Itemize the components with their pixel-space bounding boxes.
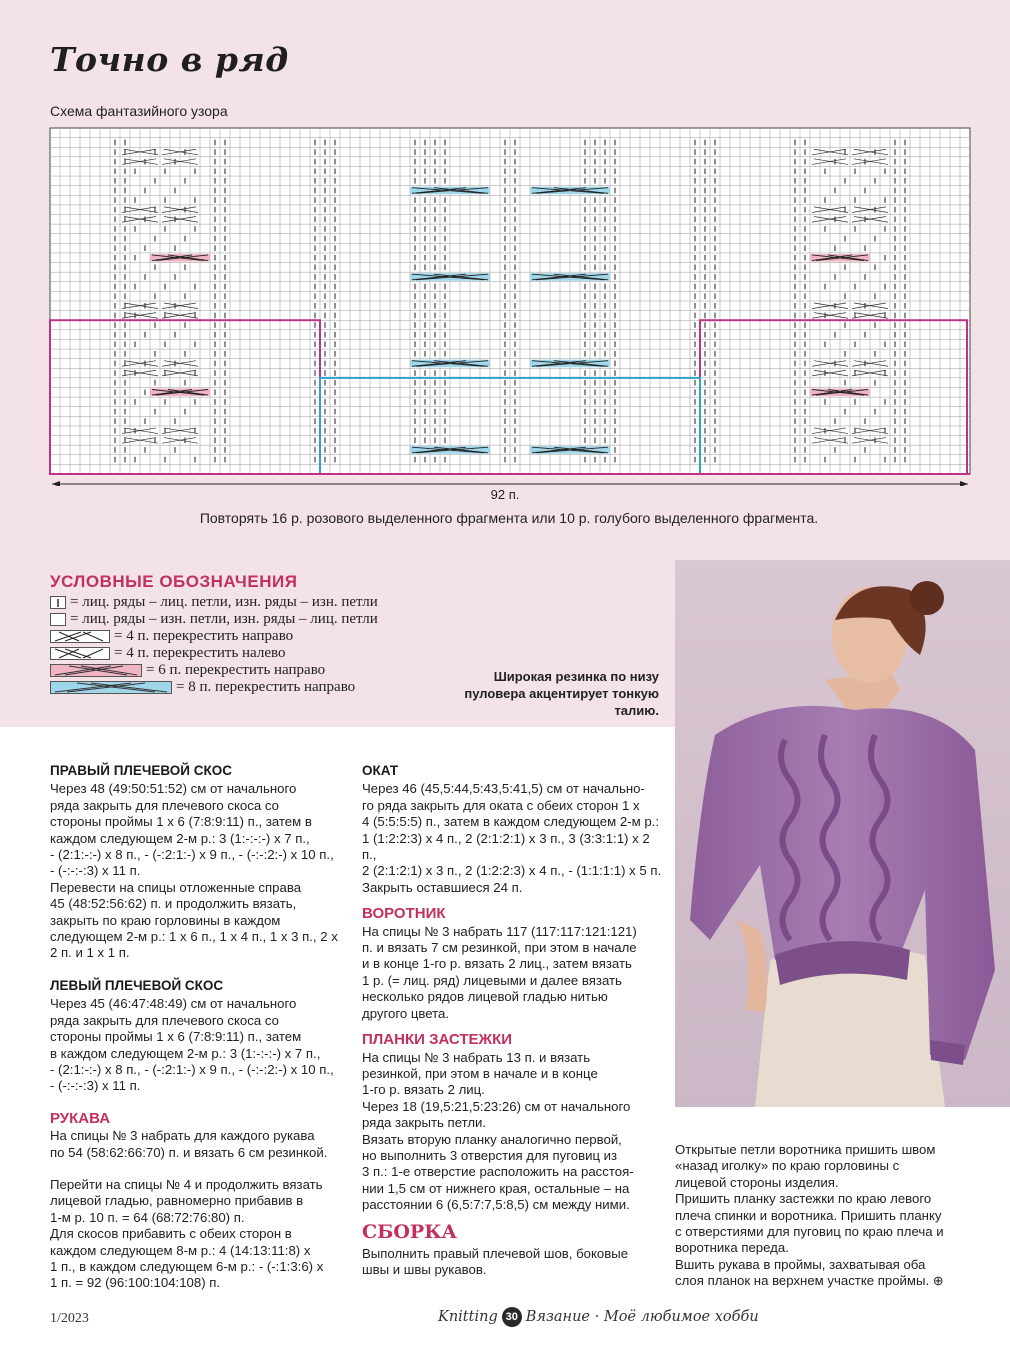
- section-text: [50, 1177, 350, 1292]
- column-3: [675, 1142, 985, 1290]
- issue-number: 1/2023: [50, 1311, 89, 1326]
- chart-repeat-note: Повторять 16 р. розового выделенного фрагмента или 10 р. голубого выделенного фрагмента.: [199, 510, 819, 526]
- text-line: Пришить планку застежки по краю левого: [675, 1191, 932, 1207]
- legend-text: = 6 п. перекрестить направо: [146, 662, 326, 678]
- text-line: следующем 2-м р.: 1 х 6 п., 1 х 4 п., 1 х 3 п., 2 х: [50, 929, 338, 945]
- cross-left-4-icon: [50, 647, 110, 660]
- brand-name: Knitting: [438, 1309, 498, 1325]
- text-line: 1 п., в каждом следующем 6-м р.: - (-:1:3:6) х: [50, 1258, 324, 1274]
- text-line: Выполнить правый плечевой шов, боковые: [362, 1245, 629, 1261]
- text-line: Вязать вторую планку аналогично первой,: [362, 1131, 622, 1147]
- text-line: каждом следующем 8-м р.: 4 (14:13:11:8) х: [50, 1242, 311, 1258]
- text-line: Для скосов прибавить с обеих сторон в: [50, 1226, 292, 1242]
- text-line: слоя планок на верхнем участке проймы. ⊕: [675, 1273, 944, 1289]
- text-line: - (2:1:-:-) х 8 п., - (-:2:1:-) х 9 п., - (-:-:2:-) х 10 п.,: [50, 847, 334, 863]
- text-line: стороны проймы 1 х 6 (7:8:9:11) п., затем в: [50, 814, 312, 830]
- text-line: закрыть по краю горловины в каждом: [50, 912, 281, 928]
- text-line: 45 (48:52:56:62) п. и продолжить вязать,: [50, 896, 297, 912]
- text-line: несколько рядов лицевой гладью нитью: [362, 989, 608, 1005]
- text-line: ряда закрыть петли.: [362, 1115, 487, 1131]
- legend-item: [50, 611, 378, 628]
- text-line: с отверстиями для пуговиц по краю плеча и: [675, 1224, 944, 1240]
- text-line: воротника переда.: [675, 1240, 789, 1256]
- legend-item: [50, 628, 378, 645]
- text-line: стороны проймы 1 х 6 (7:8:9:11) п., затем: [50, 1029, 302, 1045]
- text-line: и в конце 1-го р. вязать 2 лиц., затем вязать: [362, 956, 632, 972]
- section-heading: ОКАТ: [362, 763, 399, 778]
- footer-brand: [438, 1307, 759, 1327]
- text-line: резинкой, при этом в начале и в конце: [362, 1065, 598, 1081]
- text-line: Перейти на спицы № 4 и продолжить вязать: [50, 1176, 323, 1192]
- legend-item: [50, 594, 378, 611]
- page-title: Точно в ряд: [50, 40, 289, 79]
- text-line: Открытые петли воротника пришить швом: [675, 1142, 936, 1157]
- legend-title: УСЛОВНЫЕ ОБОЗНАЧЕНИЯ: [50, 572, 298, 591]
- text-line: Закрыть оставшиеся 24 п.: [362, 879, 523, 895]
- text-line: но выполнить 3 отверстия для пуговиц из: [362, 1147, 618, 1163]
- section-heading: СБОРКА: [362, 1220, 457, 1243]
- section-heading: ВОРОТНИК: [362, 905, 446, 923]
- empty-cell-icon: [50, 613, 66, 626]
- text-line: 1 п. = 92 (96:100:104:108) п.: [50, 1275, 221, 1291]
- section-heading: ПРАВЫЙ ПЛЕЧЕВОЙ СКОС: [50, 763, 232, 778]
- legend: [50, 594, 378, 696]
- photo-caption: Широкая резинка по низу пуловера акцентирует тонкую талию.: [464, 669, 659, 718]
- text-line: 1-м р. 10 п. = 64 (68:72:76:80) п.: [50, 1209, 245, 1225]
- text-line: «назад иголку» по краю горловины с: [675, 1158, 900, 1174]
- text-line: 1 (1:2:2:3) х 4 п., 2 (2:1:2:1) х 3 п., 3 (3:3:1:1) х 2 п.,: [362, 830, 650, 863]
- text-line: - (-:-:-:3) х 11 п.: [50, 1078, 141, 1094]
- text-line: швы и швы рукавов.: [362, 1262, 487, 1278]
- section-text: [362, 781, 662, 896]
- text-line: в каждом следующем 2-м р.: 3 (1:-:-:-) х 7 п.,: [50, 1045, 321, 1061]
- text-line: На спицы № 3 набрать для каждого рукава: [50, 1128, 315, 1144]
- text-line: - (-:-:-:3) х 11 п.: [50, 863, 141, 879]
- vertical-bar-cell-icon: [50, 596, 66, 609]
- column-1: [50, 763, 350, 1292]
- text-line: нии 1,5 см от нижнего края, остальные – на: [362, 1180, 630, 1196]
- page-number: 30: [502, 1307, 522, 1327]
- text-line: другого цвета.: [362, 1005, 450, 1021]
- section-text: [50, 781, 350, 961]
- section-text: [50, 1128, 350, 1161]
- text-line: Через 18 (19,5:21,5:23:26) см от начального: [362, 1098, 631, 1114]
- section-text: [675, 1142, 985, 1290]
- legend-item: [50, 645, 378, 662]
- text-line: 3 п.: 1-е отверстие расположить на расстоя-: [362, 1164, 634, 1180]
- text-line: 1 р. (= лиц. ряд) лицевыми и далее вязать: [362, 972, 622, 988]
- text-line: лицевой стороны изделия.: [675, 1174, 839, 1190]
- text-line: ряда закрыть для плечевого скоса со: [50, 1012, 279, 1028]
- text-line: Перевести на спицы отложенные справа: [50, 879, 302, 895]
- text-line: 1-го р. вязать 2 лиц.: [362, 1082, 485, 1098]
- legend-text: = 4 п. перекрестить направо: [114, 628, 294, 644]
- text-line: На спицы № 3 набрать 117 (117:117:121:121): [362, 923, 637, 939]
- chart-subtitle: Схема фантазийного узора: [50, 103, 228, 119]
- knitting-pattern-chart: [48, 126, 972, 486]
- section-text: [362, 924, 662, 1022]
- section-heading: ПЛАНКИ ЗАСТЕЖКИ: [362, 1031, 513, 1049]
- section-text: [50, 996, 350, 1094]
- chart-grid: [50, 128, 970, 474]
- text-line: Через 48 (49:50:51:52) см от начального: [50, 781, 297, 797]
- legend-text: = 8 п. перекрестить направо: [176, 679, 356, 695]
- legend-item: [50, 679, 378, 696]
- text-line: 2 (2:1:2:1) х 3 п., 2 (1:2:2:3) х 4 п., - (1:1:1:1) х 5 п.: [362, 863, 662, 879]
- text-line: Через 45 (46:47:48:49) см от начального: [50, 996, 297, 1012]
- cross-right-4-icon: [50, 630, 110, 643]
- section-heading: ЛЕВЫЙ ПЛЕЧЕВОЙ СКОС: [50, 977, 224, 993]
- text-line: лицевой гладью, равномерно прибавив в: [50, 1193, 304, 1209]
- cross-right-8-icon: [50, 681, 172, 694]
- legend-text: = лиц. ряды – изн. петли, изн. ряды – лиц. петли: [70, 611, 378, 627]
- text-line: го ряда закрыть для оката с обеих сторон 1 х: [362, 797, 640, 813]
- section-text: [362, 1246, 662, 1279]
- legend-item: [50, 662, 378, 679]
- legend-text: = 4 п. перекрестить налево: [114, 645, 286, 661]
- section-text: [362, 1050, 662, 1214]
- text-line: расстоянии 6 (6,5:7:7,5:8,5) см между ними.: [362, 1197, 630, 1213]
- text-line: 2 п. и 1 х 1 п.: [50, 945, 130, 961]
- text-line: 4 (5:5:5:5) п., затем в каждом следующем 2-м р.:: [362, 814, 659, 830]
- text-line: каждом следующем 2-м р.: 3 (1:-:-:-) х 7 п.,: [50, 830, 310, 846]
- text-line: На спицы № 3 набрать 13 п. и вязать: [362, 1049, 591, 1065]
- text-line: Вшить рукава в проймы, захватывая оба: [675, 1256, 926, 1272]
- legend-text: = лиц. ряды – лиц. петли, изн. ряды – изн. петли: [70, 594, 378, 610]
- text-line: по 54 (58:62:66:70) п. и вязать 6 см резинкой.: [50, 1144, 328, 1160]
- text-line: - (2:1:-:-) х 8 п., - (-:2:1:-) х 9 п., - (-:-:2:-) х 10 п.,: [50, 1061, 334, 1077]
- text-line: п. и вязать 7 см резинкой, при этом в начале: [362, 940, 637, 956]
- magazine-name: Вязание · Моё любимое хобби: [525, 1309, 759, 1325]
- chart-width-label: 92 п.: [490, 487, 520, 502]
- section-heading: РУКАВА: [50, 1109, 111, 1127]
- text-line: Через 46 (45,5:44,5:43,5:41,5) см от начально-: [362, 781, 645, 797]
- column-2: [362, 763, 662, 1279]
- text-line: плеча спинки и воротника. Пришить планку: [675, 1207, 942, 1223]
- text-line: ряда закрыть для плечевого скоса со: [50, 797, 279, 813]
- model-photo: [675, 560, 1010, 1107]
- cross-right-6-icon: [50, 664, 142, 677]
